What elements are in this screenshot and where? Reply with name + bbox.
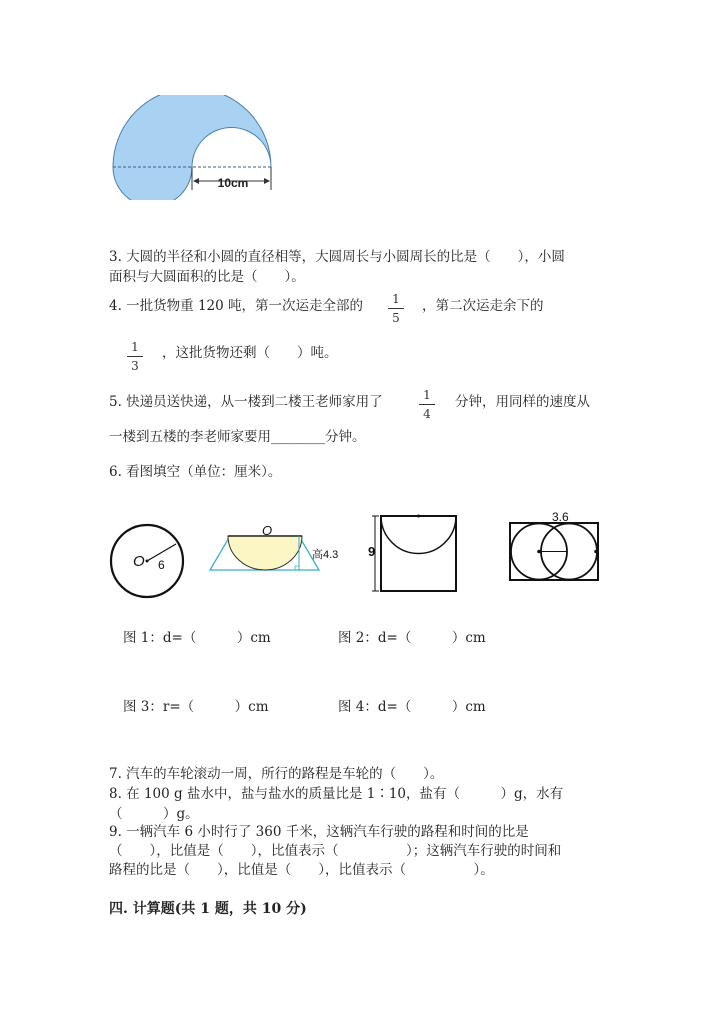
q3-line-1: 3. 大圆的半径和小圆的直径相等，大圆周长与小圆周长的比是（ ），小圆 bbox=[109, 249, 565, 265]
semicircle-shape bbox=[228, 536, 302, 570]
q5-line-2: 一楼到五楼的李老师家要用________分钟。 bbox=[109, 429, 366, 445]
q6-answer-1: 图 1：d=（ ）cm bbox=[123, 630, 271, 646]
fraction-denominator: 3 bbox=[131, 359, 139, 373]
arrow-left-icon bbox=[193, 178, 199, 184]
width-label: 3.6 bbox=[552, 510, 569, 524]
q6-title: 6. 看图填空（单位：厘米）。 bbox=[109, 464, 282, 480]
q6-figure-3 bbox=[364, 510, 464, 596]
height-label: 9 bbox=[368, 544, 376, 559]
fraction-denominator: 5 bbox=[392, 311, 400, 325]
q6-answer-4: 图 4：d=（ ）cm bbox=[338, 699, 486, 715]
arrow-right-icon bbox=[264, 178, 270, 184]
q9-line-2: （ ），比值是（ ），比值表示（ ）；这辆汽车行驶的时间和 bbox=[109, 843, 562, 859]
fraction-numerator: 1 bbox=[392, 292, 400, 306]
q9-line-3: 路程的比是（ ），比值是（ ），比值表示（ ）。 bbox=[109, 862, 494, 878]
q6-figure-4 bbox=[504, 508, 604, 588]
q9-line-1: 9. 一辆汽车 6 小时行了 360 千米，这辆汽车行驶的路程和时间的比是 bbox=[109, 824, 529, 840]
height-label: 高4.3 bbox=[312, 549, 339, 561]
fraction-numerator: 1 bbox=[131, 340, 139, 354]
q3-line-2: 面积与大圆面积的比是（ ）。 bbox=[109, 269, 305, 285]
q5-text-part2: 分钟，用同样的速度从 bbox=[455, 394, 590, 410]
center-dot bbox=[417, 515, 420, 518]
q8-line-2: （ ）g。 bbox=[109, 806, 199, 822]
center-label: O bbox=[262, 523, 273, 538]
radius-label: 6 bbox=[158, 558, 165, 572]
q4-fraction-1 bbox=[386, 292, 406, 325]
q6-figure-2 bbox=[206, 520, 356, 578]
center-dot bbox=[594, 550, 598, 554]
q6-answer-3: 图 3：r=（ ）cm bbox=[123, 699, 269, 715]
q6-figure-1 bbox=[106, 520, 188, 602]
q4-fraction-2 bbox=[125, 340, 145, 373]
fraction-denominator: 4 bbox=[423, 407, 431, 421]
q4-text-part3: ，这批货物还剩（ ）吨。 bbox=[162, 345, 338, 361]
section-4-title: 四. 计算题(共 1 题，共 10 分) bbox=[109, 901, 307, 917]
q6-answer-2: 图 2：d=（ ）cm bbox=[338, 630, 486, 646]
dimension-label: 10cm bbox=[217, 176, 249, 190]
q7-text: 7. 汽车的车轮滚动一周，所行的路程是车轮的（ ）。 bbox=[109, 766, 444, 782]
q5-text-part1: 5. 快递员送快递，从一楼到二楼王老师家用了 bbox=[109, 394, 383, 410]
q4-text-part2: ，第二次运走余下的 bbox=[422, 298, 544, 314]
semicircle-arc bbox=[381, 516, 456, 554]
center-label: O bbox=[133, 553, 145, 570]
q8-line-1: 8. 在 100 g 盐水中，盐与盐水的质量比是 1∶10，盐有（ ）g，水有 bbox=[109, 786, 564, 802]
q4-text-part1: 4. 一批货物重 120 吨，第一次运走全部的 bbox=[109, 298, 364, 314]
center-dot bbox=[537, 550, 541, 554]
q5-fraction bbox=[417, 388, 437, 421]
crescent-figure bbox=[105, 95, 280, 200]
fraction-numerator: 1 bbox=[423, 388, 431, 402]
